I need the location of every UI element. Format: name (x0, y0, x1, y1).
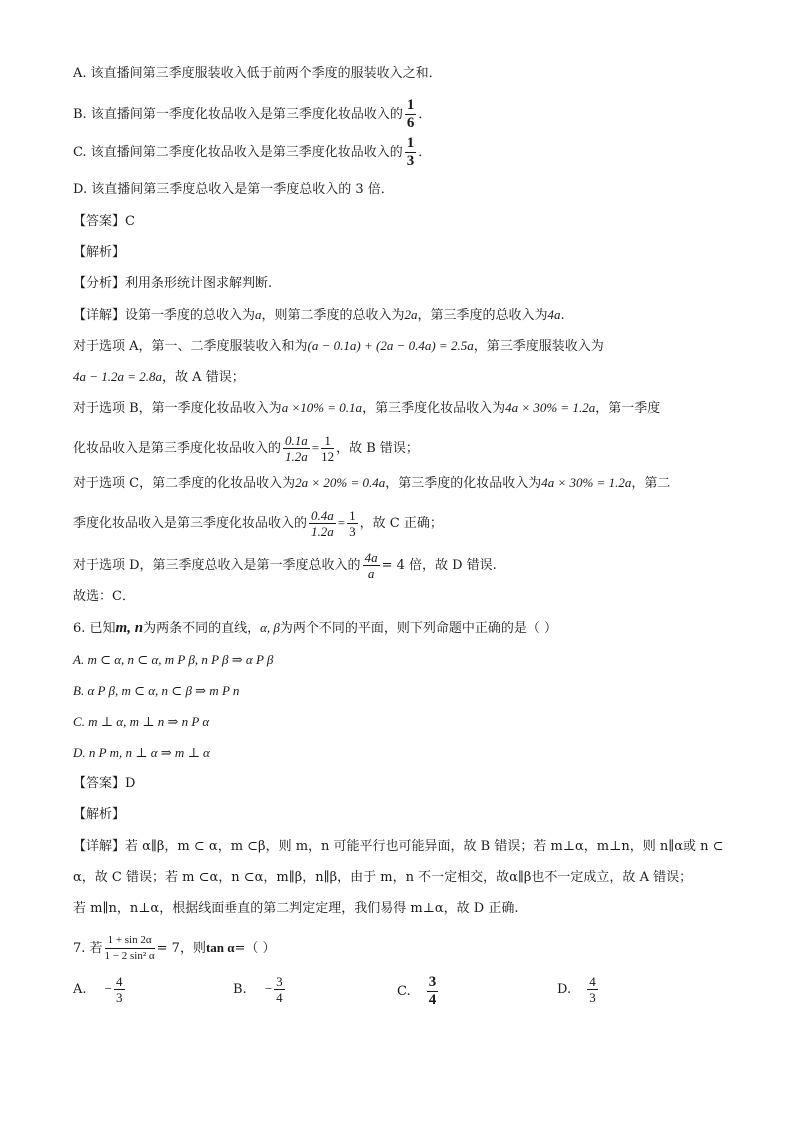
q5-option-b-text: B. 该直播间第一季度化妆品收入是第三季度化妆品收入的 (73, 107, 403, 122)
fraction-1-6 (405, 97, 417, 132)
fraction-numerator: 0.4a (311, 508, 334, 523)
q6-analysis-heading: 【解析】 (73, 807, 126, 822)
fraction (347, 508, 358, 539)
text: 为两个不同的平面，则下列命题中正确的是（ ） (279, 621, 558, 636)
text: ，第三季度的化妆品收入为 (385, 476, 542, 491)
math: m, n (115, 620, 144, 636)
option-label: D. (557, 982, 572, 997)
fraction-denominator: 3 (589, 990, 596, 1005)
q7-stem (73, 933, 276, 964)
math: a (255, 307, 262, 322)
q5-detail-line-4 (73, 398, 660, 419)
fraction (363, 550, 380, 581)
equals: = (311, 440, 320, 455)
fraction-numerator: 1 + sin 2α (105, 933, 155, 949)
q7-option-c (397, 974, 440, 1009)
q6-option-d: D. n P m, n ⊥ α ⇒ m ⊥ α (73, 745, 210, 760)
text: ，第三季度化妆品收入为 (362, 401, 506, 416)
math: 4a × 30% = 1.2a (541, 475, 632, 490)
fraction (105, 933, 155, 964)
q5-detail-line-3 (73, 367, 245, 388)
q5-option-d: D. 该直播间第三季度总收入是第一季度总收入的 3 倍． (73, 182, 394, 197)
q6-detail-line-1: 【详解】若 α∥β，m ⊂ α，m ⊂β，则 m，n 可能平行也可能异面，故 B 错误；若 m⊥α，m⊥n，则 n∥α或 n ⊂ (73, 839, 724, 854)
q5-option-c (73, 135, 431, 170)
q7-option-b (233, 974, 287, 1005)
q5-fenxi: 【分析】利用条形统计图求解判断. (73, 276, 273, 291)
q5-analysis-heading: 【解析】 (73, 245, 126, 260)
text: ，则第二季度的总收入为 (261, 308, 405, 323)
fraction (309, 508, 336, 539)
q6-answer: 【答案】D (73, 776, 136, 791)
math: 4a − 1.2a = 2.8a (73, 369, 163, 384)
math: 4a (547, 307, 561, 322)
fraction (283, 433, 310, 464)
text: 对于选项 C，第二季度的化妆品收入为 (73, 476, 296, 491)
text: 【详解】设第一季度的总收入为 (73, 308, 256, 323)
q6-detail-line-3: 若 m∥n，n⊥α，根据线面垂直的第二判定定理，我们易得 m⊥α，故 D 正确. (73, 901, 519, 916)
text: 为两条不同的直线， (143, 621, 261, 636)
fraction-denominator: 3 (349, 524, 356, 539)
minus-sign: − (104, 981, 113, 996)
fraction-numerator: 4a (364, 550, 378, 565)
q5-option-b (73, 97, 431, 132)
equals: = (337, 515, 346, 530)
fraction (321, 433, 334, 464)
math: 2a (404, 307, 418, 322)
q6-stem (73, 618, 557, 639)
text: 对于选项 D，第三季度总收入是第一季度总收入的 (73, 558, 361, 573)
fraction-numerator: 3 (428, 974, 437, 990)
fraction (274, 974, 285, 1005)
fraction-denominator: a (367, 566, 375, 581)
period: ． (418, 145, 432, 160)
fraction-numerator: 4 (589, 974, 596, 989)
fraction-denominator: 3 (406, 153, 415, 169)
fraction-denominator: 4 (276, 990, 283, 1005)
text: 化妆品收入是第三季度化妆品收入的 (73, 441, 282, 456)
text: ，故 A 错误； (162, 370, 245, 385)
text: ，故 B 错误； (336, 441, 419, 456)
math: 2a × 20% = 0.4a (295, 475, 386, 490)
q5-detail-line-8 (73, 550, 497, 581)
fraction-denominator: 3 (116, 990, 123, 1005)
option-label: A. (73, 982, 87, 997)
fraction-numerator: 0.1a (285, 433, 308, 448)
minus-sign: − (264, 981, 273, 996)
q5-detail-line-6 (73, 473, 670, 494)
fraction-denominator: 4 (428, 992, 437, 1008)
fraction-denominator: 1 − 2 sin² α (104, 950, 155, 962)
fraction-numerator: 3 (276, 974, 283, 989)
period: ． (418, 107, 432, 122)
fraction-numerator: 1 (406, 135, 415, 151)
text: ，故 C 正确； (359, 516, 443, 531)
fraction-numerator: 1 (321, 433, 334, 449)
text: = 7，则 (156, 941, 206, 956)
text: 对于选项 B，第一季度化妆品收入为 (73, 401, 282, 416)
fraction-numerator: 4 (116, 974, 123, 989)
option-label: B. (233, 982, 247, 997)
fraction (114, 974, 125, 1005)
math: 4a × 30% = 1.2a (505, 400, 596, 415)
q5-option-a: A. 该直播间第三季度服装收入低于前两个季度的服装收入之和． (73, 66, 442, 81)
math: a ×10% = 0.1a (281, 400, 363, 415)
q6-option-b: B. α P β, m ⊂ α, n ⊂ β ⇒ m P n (73, 683, 240, 698)
text: ，第一季度 (595, 401, 661, 416)
text: =（ ） (234, 941, 276, 956)
fraction-denominator: 6 (406, 115, 415, 131)
math: tan α (205, 940, 235, 955)
q5-answer: 【答案】C (73, 214, 135, 229)
q5-detail-line-7 (73, 508, 443, 539)
q5-detail-line-5 (73, 433, 419, 464)
text: 季度化妆品收入是第三季度化妆品收入的 (73, 516, 308, 531)
fraction-numerator: 1 (349, 508, 356, 523)
text: . (560, 308, 565, 323)
text: ，第三季度的总收入为 (417, 308, 548, 323)
q6-option-c: C. m ⊥ α, m ⊥ n ⇒ n P α (73, 714, 210, 729)
fraction-denominator: 12 (321, 449, 335, 464)
q5-option-c-text: C. 该直播间第二季度化妆品收入是第三季度化妆品收入的 (73, 145, 403, 160)
fraction-denominator: 1.2a (285, 449, 308, 464)
text: 7. 若 (73, 941, 103, 956)
math: α, β (260, 620, 280, 635)
q5-choose: 故选：C． (73, 589, 135, 604)
text: 对于选项 A，第一、二季度服装收入和为 (73, 339, 308, 354)
q7-option-d (557, 974, 600, 1005)
text: = 4 倍，故 D 错误. (381, 558, 497, 573)
option-label: C. (397, 984, 411, 999)
q6-option-a: A. m ⊂ α, n ⊂ α, m P β, n P β ⇒ α P β (73, 652, 274, 667)
text: ，第二 (631, 476, 671, 491)
math: (a − 0.1a) + (2a − 0.4a) = 2.5a (307, 338, 474, 353)
text: ，第三季度服装收入为 (473, 339, 604, 354)
fraction-1-3 (405, 135, 417, 170)
fraction (587, 974, 598, 1005)
q5-detail-line-1 (73, 305, 565, 326)
fraction-denominator: 1.2a (311, 524, 334, 539)
q7-option-a (73, 974, 127, 1005)
fraction-numerator: 1 (406, 97, 415, 113)
q5-detail-line-2 (73, 336, 604, 357)
fraction (427, 974, 439, 1009)
q6-detail-line-2: α，故 C 错误；若 m ⊂α，n ⊂α，m∥β，n∥β，由于 m，n 不一定相交，故α∥β也不一定成立，故 A 错误； (73, 870, 693, 885)
text: 6. 已知 (73, 621, 116, 636)
